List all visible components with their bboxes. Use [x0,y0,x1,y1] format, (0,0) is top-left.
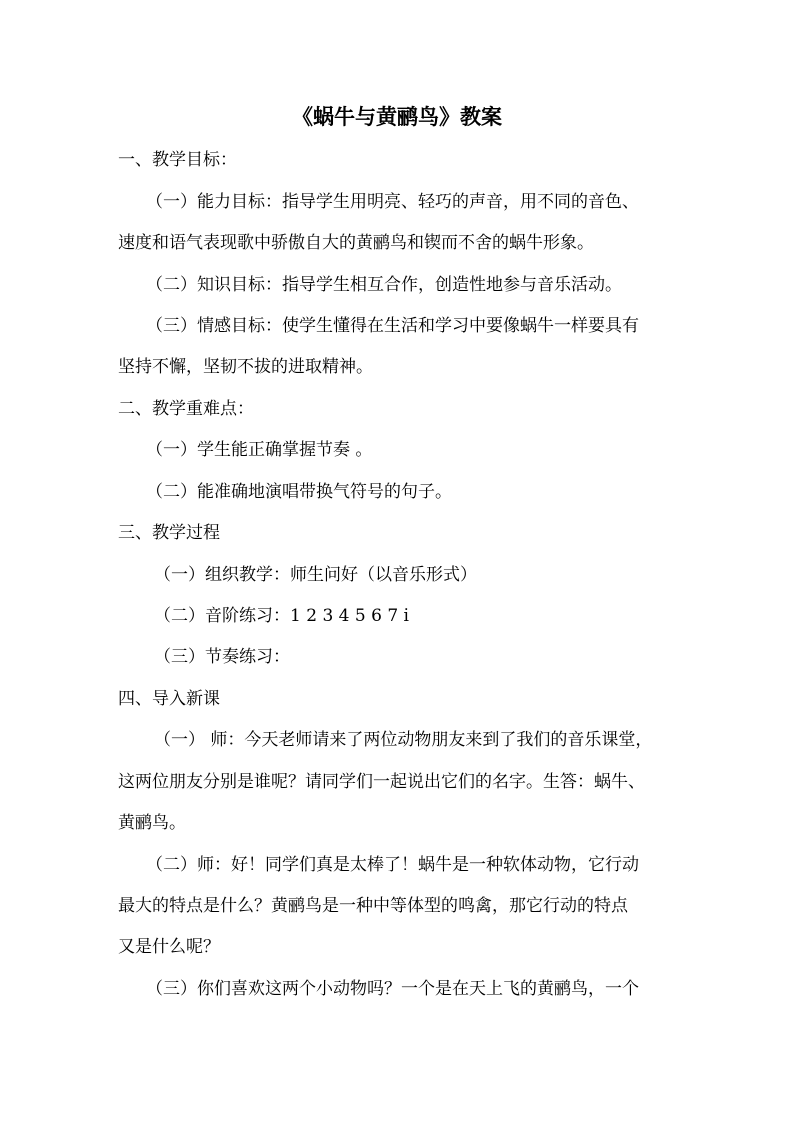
paragraph-line: （一） 师：今天老师请来了两位动物朋友来到了我们的音乐课堂， [154,730,653,750]
paragraph-line: （三）节奏练习： [154,647,290,667]
paragraph-line: （三）你们喜欢这两个小动物吗？一个是在天上飞的黄鹂鸟，一个 [146,979,639,999]
paragraph-line: （一）能力目标：指导学生用明亮、轻巧的声音，用不同的音色、 [146,192,639,212]
paragraph-line: （二）知识目标：指导学生相互合作，创造性地参与音乐活动。 [146,275,622,295]
paragraph-line: 这两位朋友分别是谁呢？请同学们一起说出它们的名字。生答：蜗牛、 [118,772,645,792]
paragraph-line: （三）情感目标：使学生懂得在生活和学习中要像蜗牛一样要具有 [146,316,639,336]
section-heading-objectives: 一、教学目标： [118,150,237,170]
section-heading-process: 三、教学过程 [118,523,220,543]
paragraph-line: 速度和语气表现歌中骄傲自大的黄鹂鸟和锲而不舍的蜗牛形象。 [118,233,594,253]
paragraph-line: （二）能准确地演唱带换气符号的句子。 [146,482,452,502]
paragraph-line: 坚持不懈，坚韧不拔的进取精神。 [118,357,373,377]
paragraph-line: 又是什么呢？ [118,937,220,957]
section-heading-intro: 四、导入新课 [118,689,220,709]
paragraph-line: 黄鹂鸟。 [118,813,186,833]
paragraph-line: （一）学生能正确掌握节奏 。 [146,440,373,460]
paragraph-line: （一）组织教学：师生问好（以音乐形式） [154,565,477,585]
paragraph-line: （二）音阶练习：1 2 3 4 5 6 7 i̇ [154,606,409,626]
section-heading-key-points: 二、教学重难点： [118,399,254,419]
paragraph-line: 最大的特点是什么？黄鹂鸟是一种中等体型的鸣禽，那它行动的特点 [118,896,628,916]
document-title: 《蜗牛与黄鹂鸟》教案 [292,104,502,129]
paragraph-line: （二）师：好！同学们真是太棒了！蜗牛是一种软体动物，它行动 [146,855,639,875]
